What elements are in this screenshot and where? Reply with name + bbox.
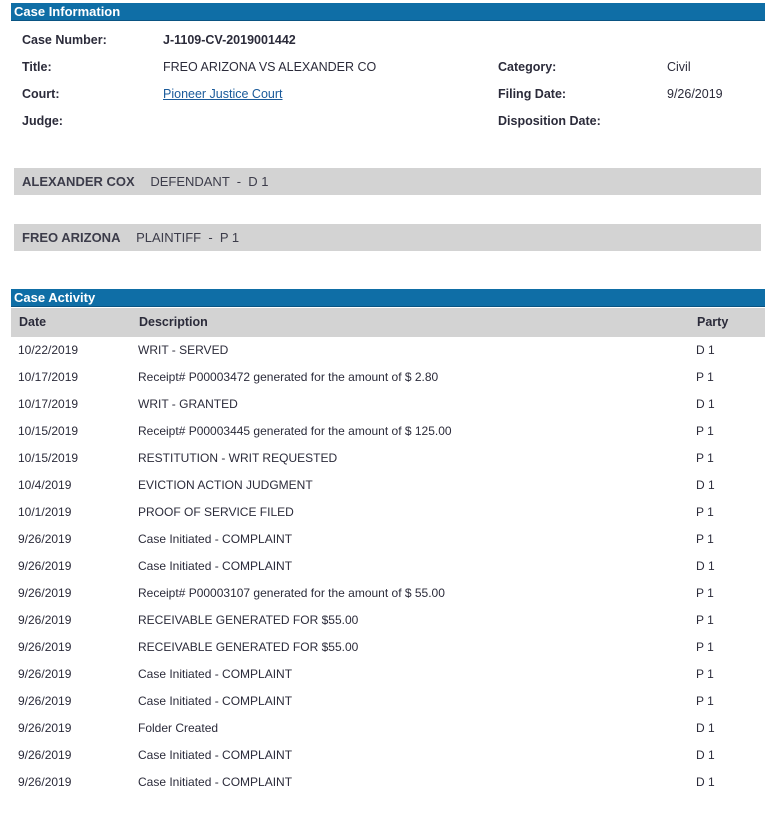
table-row xyxy=(11,553,765,580)
row-date: 9/26/2019 xyxy=(18,721,72,735)
activity-table-body xyxy=(11,337,765,796)
row-date: 9/26/2019 xyxy=(18,532,72,546)
table-row xyxy=(11,769,765,796)
row-party: P 1 xyxy=(696,640,714,654)
table-row xyxy=(11,526,765,553)
row-party: D 1 xyxy=(696,478,715,492)
case-activity-header: Case Activity xyxy=(11,289,765,307)
row-party: P 1 xyxy=(696,451,714,465)
case-number-label: Case Number: xyxy=(22,33,107,47)
row-party: P 1 xyxy=(696,694,714,708)
category-label: Category: xyxy=(498,60,557,74)
table-row xyxy=(11,634,765,661)
table-row xyxy=(11,607,765,634)
party-role: DEFENDANT - D 1 xyxy=(150,174,269,189)
row-description: Receipt# P00003472 generated for the amount of $ 2.80 xyxy=(138,370,439,384)
column-header-date: Date xyxy=(19,315,47,329)
table-row xyxy=(11,418,765,445)
row-date: 10/1/2019 xyxy=(18,505,72,519)
party-bar-plaintiff xyxy=(14,224,761,251)
party-bar-defendant xyxy=(14,168,761,195)
title-label: Title: xyxy=(22,60,52,74)
row-date: 9/26/2019 xyxy=(18,667,72,681)
court-label: Court: xyxy=(22,87,60,101)
row-party: D 1 xyxy=(696,397,715,411)
party-role: PLAINTIFF - P 1 xyxy=(136,230,240,245)
row-date: 9/26/2019 xyxy=(18,748,72,762)
filing-date-value: 9/26/2019 xyxy=(667,87,723,101)
row-party: P 1 xyxy=(696,370,714,384)
row-description: Case Initiated - COMPLAINT xyxy=(138,775,293,789)
court-link[interactable]: Pioneer Justice Court xyxy=(163,87,283,101)
row-date: 9/26/2019 xyxy=(18,640,72,654)
row-date: 10/15/2019 xyxy=(18,451,79,465)
row-party: P 1 xyxy=(696,667,714,681)
row-description: Receipt# P00003107 generated for the amount of $ 55.00 xyxy=(138,586,445,600)
category-value: Civil xyxy=(667,60,691,74)
activity-table-header xyxy=(11,308,765,337)
row-description: RESTITUTION - WRIT REQUESTED xyxy=(138,451,338,465)
row-party: D 1 xyxy=(696,775,715,789)
row-description: RECEIVABLE GENERATED FOR $55.00 xyxy=(138,613,359,627)
row-date: 10/17/2019 xyxy=(18,370,79,384)
row-date: 10/15/2019 xyxy=(18,424,79,438)
table-row xyxy=(11,499,765,526)
row-description: WRIT - GRANTED xyxy=(138,397,238,411)
row-party: D 1 xyxy=(696,343,715,357)
row-description: Receipt# P00003445 generated for the amount of $ 125.00 xyxy=(138,424,452,438)
case-information-header: Case Information xyxy=(11,3,765,21)
party-name: ALEXANDER COX xyxy=(22,174,135,189)
row-description: Case Initiated - COMPLAINT xyxy=(138,532,293,546)
row-description: Case Initiated - COMPLAINT xyxy=(138,748,293,762)
row-date: 9/26/2019 xyxy=(18,613,72,627)
row-description: RECEIVABLE GENERATED FOR $55.00 xyxy=(138,640,359,654)
row-party: P 1 xyxy=(696,424,714,438)
row-date: 9/26/2019 xyxy=(18,559,72,573)
row-description: Case Initiated - COMPLAINT xyxy=(138,667,293,681)
table-row xyxy=(11,445,765,472)
column-header-party: Party xyxy=(697,315,729,329)
row-description: Folder Created xyxy=(138,721,219,735)
row-party: P 1 xyxy=(696,613,714,627)
table-row xyxy=(11,337,765,364)
case-number-value: J-1109-CV-2019001442 xyxy=(163,33,296,47)
table-row xyxy=(11,661,765,688)
table-row xyxy=(11,688,765,715)
table-row xyxy=(11,364,765,391)
row-party: D 1 xyxy=(696,748,715,762)
row-description: PROOF OF SERVICE FILED xyxy=(138,505,294,519)
row-party: P 1 xyxy=(696,505,714,519)
table-row xyxy=(11,472,765,499)
row-description: Case Initiated - COMPLAINT xyxy=(138,694,293,708)
row-date: 9/26/2019 xyxy=(18,694,72,708)
row-party: D 1 xyxy=(696,559,715,573)
row-description: WRIT - SERVED xyxy=(138,343,229,357)
column-header-description: Description xyxy=(139,315,208,329)
row-description: Case Initiated - COMPLAINT xyxy=(138,559,293,573)
row-date: 9/26/2019 xyxy=(18,586,72,600)
filing-date-label: Filing Date: xyxy=(498,87,567,101)
row-party: P 1 xyxy=(696,532,714,546)
disposition-date-label: Disposition Date: xyxy=(498,114,601,128)
row-date: 10/22/2019 xyxy=(18,343,79,357)
row-party: D 1 xyxy=(696,721,715,735)
table-row xyxy=(11,742,765,769)
row-date: 10/17/2019 xyxy=(18,397,79,411)
row-party: P 1 xyxy=(696,586,714,600)
judge-label: Judge: xyxy=(22,114,63,128)
table-row xyxy=(11,580,765,607)
party-name: FREO ARIZONA xyxy=(22,230,121,245)
row-date: 9/26/2019 xyxy=(18,775,72,789)
row-date: 10/4/2019 xyxy=(18,478,72,492)
table-row xyxy=(11,715,765,742)
table-row xyxy=(11,391,765,418)
row-description: EVICTION ACTION JUDGMENT xyxy=(138,478,313,492)
title-value: FREO ARIZONA VS ALEXANDER CO xyxy=(163,60,377,74)
